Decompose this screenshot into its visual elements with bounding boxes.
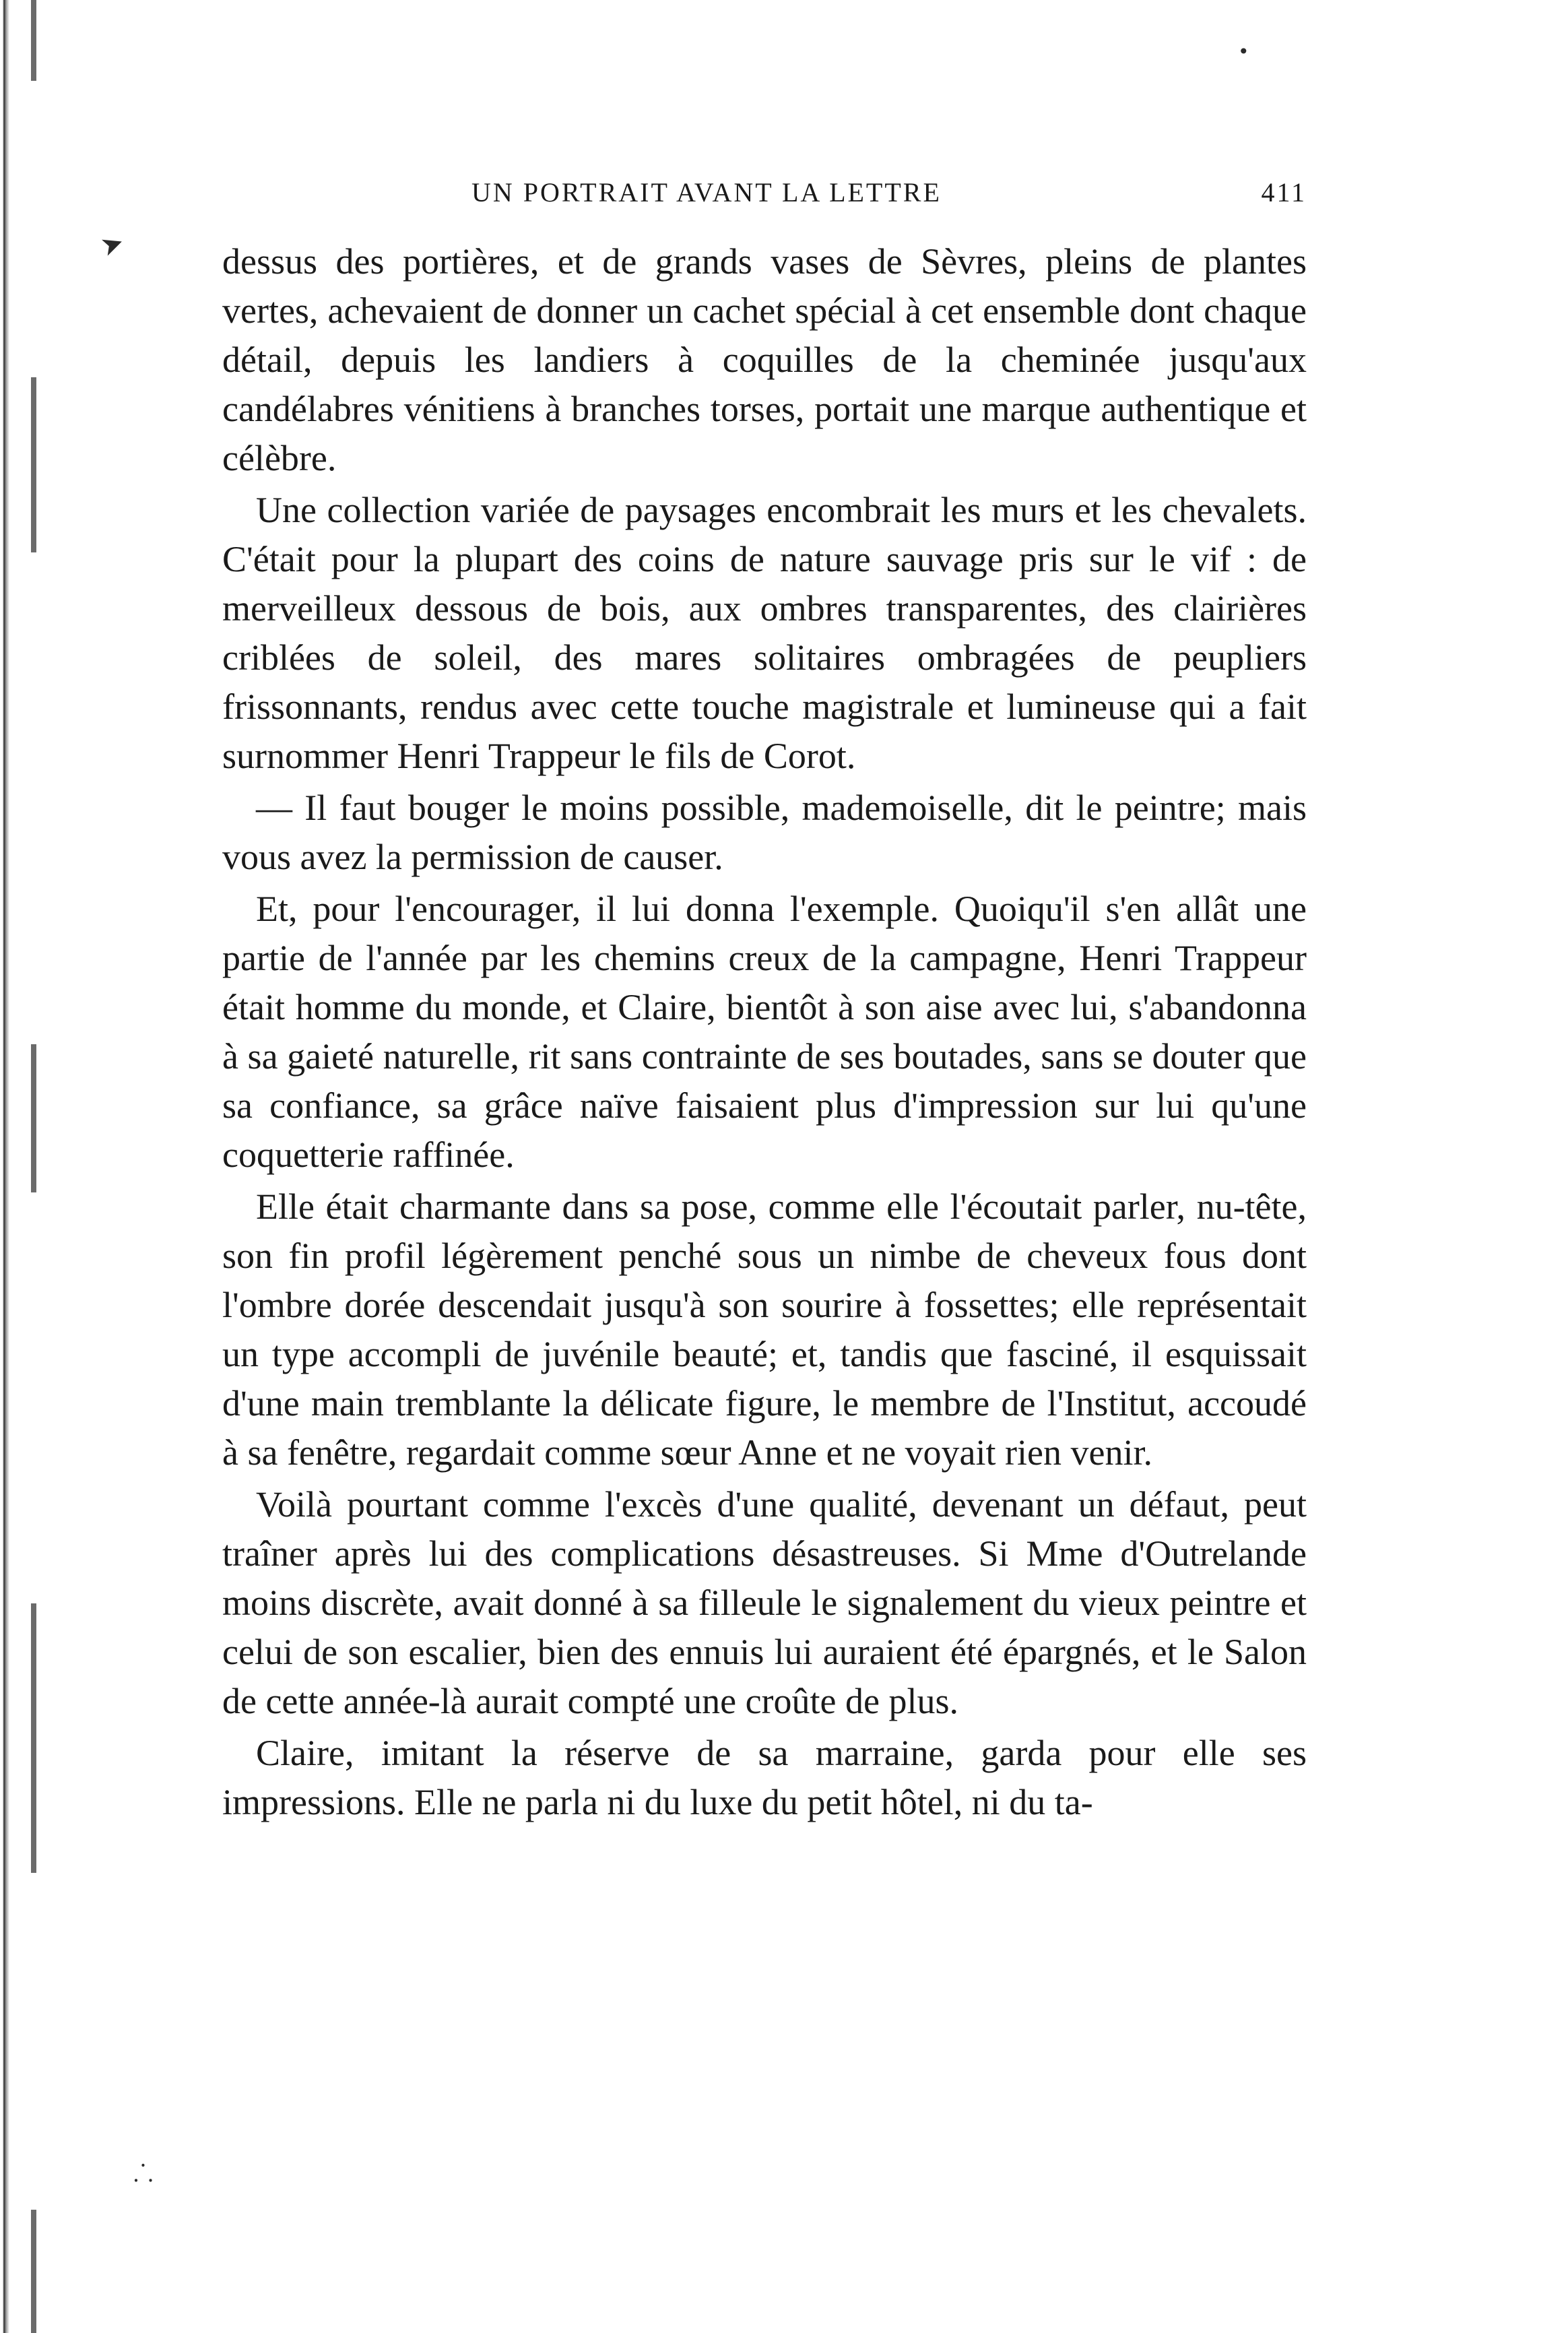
page-number: 411 [1261,177,1307,207]
binding-speck [31,2210,36,2333]
paragraph: Une collection variée de paysages encombrait les murs et les chevalets. C'était pour la plupart des coins de nature sauvage pris sur le vif : de merveilleux dessous de bois, aux ombres transparentes, des clairières criblées de soleil, des mares solitaires ombragées de peupliers frissonnants, rendus avec cette touche magistrale et lumineuse qui a fait surnommer Henri Trappeur le fils de Corot. [222,490,1307,776]
paragraph: Elle était charmante dans sa pose, comme elle l'écoutait parler, nu-tête, son fin profil légèrement penché sous un nimbe de cheveux fous dont l'ombre dorée descendait jusqu'à son sourire à fossettes; elle représentait un type accompli de juvénile beauté; et, tandis que fasciné, il esquissait d'une main tremblante la délicate figure, le membre de l'Institut, accoudé à sa fenêtre, regardait comme sœur Anne et ne voyait rien venir. [222,1186,1307,1473]
paragraph: Et, pour l'encourager, il lui donna l'exemple. Quoiqu'il s'en allât une partie de l'année par les chemins creux de la campagne, Henri Trappeur était homme du monde, et Claire, bientôt à son aise avec lui, s'abandonna à sa gaieté naturelle, rit sans contrainte de ses boutades, sans se douter que sa confiance, sa grâce naïve faisaient plus d'impression sur lui qu'une coquetterie raffinée. [222,889,1307,1175]
running-head-title: UN PORTRAIT AVANT LA LETTRE [471,177,942,207]
margin-arrow-mark: ➤ [96,226,129,263]
binding-speck [31,1603,36,1873]
binding-speck [31,377,36,552]
paragraph: Voilà pourtant comme l'excès d'une qualité, devenant un défaut, peut traîner après lui des complications désastreuses. Si Mme d'Outrelande moins discrète, avait donné à sa filleule le signalement du vieux peintre et celui de son escalier, bien des ennuis lui auraient été épargnés, et le Salon de cette année-là aurait compté une croûte de plus. [222,1484,1307,1721]
margin-dot-mark: • [1238,40,1249,63]
paragraph: Claire, imitant la réserve de sa marraine, garda pour elle ses impressions. Elle ne parla ni du luxe du petit hôtel, ni du ta- [222,1733,1307,1822]
margin-footer-mark: ⸫ [133,2160,154,2187]
binding-speck [31,0,36,81]
body-text [222,237,1307,1830]
paragraph: — Il faut bouger le moins possible, mademoiselle, dit le peintre; mais vous avez la permission de causer. [222,788,1307,877]
binding-speck [31,1044,36,1192]
paragraph: dessus des portières, et de grands vases de Sèvres, pleins de plantes vertes, achevaient de donner un cachet spécial à cet ensemble dont chaque détail, depuis les landiers à coquilles de la cheminée jusqu'aux candélabres vénitiens à branches torses, portait une marque authentique et célèbre. [222,241,1307,478]
running-head [222,177,1307,217]
binding-shadow [0,0,19,2333]
